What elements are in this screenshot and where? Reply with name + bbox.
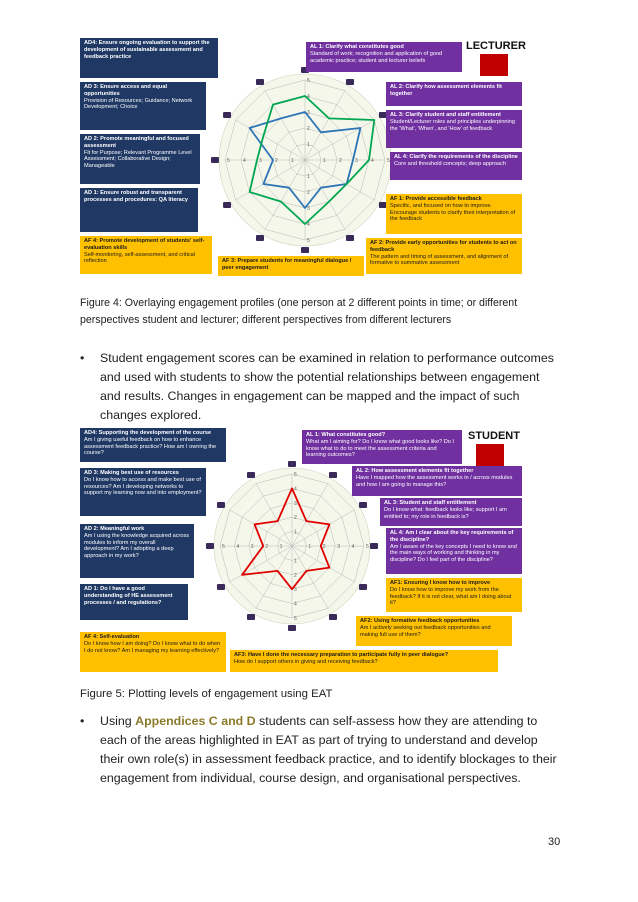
- box-ad3: [80, 468, 206, 516]
- radar-tick-label: 5: [387, 158, 390, 164]
- radar-tick-label: 4: [371, 158, 374, 164]
- radar-tick-label: 2: [307, 190, 310, 196]
- box-af4-title: AF 4: Promote development of students' self-evaluation skills: [84, 238, 205, 251]
- radar-axis-tab: [206, 543, 214, 549]
- radar-tick-label: 4: [294, 486, 297, 493]
- box-af1-title: AF 1: Provide accessible feedback: [390, 196, 482, 202]
- radar-tick-label: 1: [308, 544, 312, 550]
- box-al1-title: AL 1: Clarify what constitutes good: [310, 44, 404, 50]
- radar-tick-label: 3: [259, 158, 262, 164]
- radar-tick-label: 3: [294, 500, 297, 507]
- box-ad4-title: AD4: Ensure ongoing evaluation to support the development of sustainable assessment and feedback practice: [84, 40, 210, 60]
- radar-tick-label: 5: [307, 238, 310, 244]
- bullet-appendices-prefix: Using: [100, 714, 136, 728]
- box-af4-body: Do I know how I am doing? Do I know what to do when I do not know? Am I managing my learning effectively?: [84, 640, 221, 654]
- box-al3-body: Student/Lecturer roles and principles underpinning the 'What', 'When', and 'How' of feedback: [390, 118, 516, 132]
- radar-tick-label: 4: [307, 222, 310, 228]
- figure4-caption: Figure 4: Overlaying engagement profiles (one person at 2 different points in time; or different perspectives student and lecturer; different perspectives from different lecturers: [80, 297, 518, 326]
- box-al2-title: AL 2: Clarify how assessment elements fit together: [390, 84, 502, 97]
- radar-axis-tab: [217, 502, 225, 508]
- radar-tick-label: 4: [351, 544, 355, 550]
- box-al1-body: Standard of work; recognition and application of good academic practice; student and lecturer beliefs: [310, 50, 443, 64]
- figure5-caption: Figure 5: Plotting levels of engagement using EAT: [80, 688, 333, 700]
- role-label-student: STUDENT: [468, 430, 520, 442]
- radar-tick-label: 3: [307, 206, 310, 212]
- box-af3: [218, 256, 364, 276]
- radar-tick-label: 2: [294, 572, 297, 579]
- box-al3-body: Do I know what: feedback looks like; support I am entitled to; my role in feedback is?: [384, 506, 507, 520]
- box-af2-title: AF2: Using formative feedback opportunities: [360, 618, 480, 624]
- box-af1-title: AF1: Ensuring I know how to improve: [390, 580, 491, 586]
- radar-axis-tab: [346, 235, 354, 241]
- box-al3: [386, 110, 522, 148]
- box-af2-body: Am I actively seeking out feedback opportunities and making full use of them?: [360, 624, 491, 638]
- radar-axis-tab: [256, 79, 264, 85]
- radar-axis-tab: [346, 79, 354, 85]
- box-al4: [390, 152, 522, 180]
- radar-tick-label: 5: [294, 472, 297, 478]
- box-af3-title: AF 3: Prepare students for meaningful dialogue / peer engagement: [222, 258, 352, 271]
- figure-student: [80, 428, 522, 672]
- radar-tick-label: 5: [307, 78, 310, 84]
- radar-tick-label: 1: [294, 558, 297, 565]
- radar-axis-tab: [256, 235, 264, 241]
- eat-logo: [476, 444, 504, 466]
- box-al4-body: Am I aware of the key concepts I need to know and the main ways of working and thinking in my discipline? Do I feel part of the discipline?: [390, 543, 517, 564]
- appendices-link[interactable]: Appendices C and D: [135, 714, 256, 728]
- box-ad3-title: AD 3: Making best use of resources: [84, 470, 179, 476]
- box-af2-body: The pattern and timing of assessment, and alignment of formative to summative assessment: [370, 253, 509, 267]
- radar-tick-label: 4: [236, 544, 240, 550]
- radar-tick-label: 5: [366, 544, 369, 550]
- bullet-dot: •: [80, 351, 85, 365]
- box-af1-body: Do I know how to improve my work from the feedback? If it is not clear, what am I doing about it?: [390, 586, 512, 607]
- radar-tick-label: 5: [294, 616, 297, 622]
- radar-axis-tab: [370, 543, 378, 549]
- box-af2: [356, 616, 512, 646]
- radar-axis-tab: [359, 584, 367, 590]
- radar-tick-label: 2: [265, 544, 268, 550]
- radar-tick-label: 1: [307, 174, 310, 180]
- radar-tick-label: 2: [275, 158, 278, 164]
- radar-tick-label: 3: [250, 544, 254, 550]
- radar-tick-label: 1: [307, 142, 310, 148]
- box-af3-body: How do I support others in giving and receiving feedback?: [234, 658, 378, 665]
- radar-tick-label: 1: [323, 158, 326, 164]
- box-ad4: [80, 428, 226, 462]
- radar-axis-tab: [329, 472, 337, 478]
- radar-axis-tab: [217, 584, 225, 590]
- box-af4-body: Self-monitoring, self-assessment, and critical reflection: [84, 251, 195, 265]
- radar-tick-label: 3: [337, 544, 340, 550]
- radar-tick-label: 3: [355, 158, 358, 164]
- radar-tick-label: 1: [294, 529, 297, 536]
- radar-axis-tab: [223, 112, 231, 118]
- box-af4: [80, 632, 226, 672]
- box-ad2-body: Fit for Purpose; Relevant Programme Level Assessment; Collaborative Design; Manageable: [84, 149, 192, 170]
- box-ad1-title: AD 1: Do I have a good understanding of HE assessment processes / and regulations?: [84, 586, 173, 606]
- radar-axis-tab: [211, 157, 219, 163]
- box-al1: [302, 430, 462, 464]
- box-af1: [386, 578, 522, 612]
- box-al2: [386, 82, 522, 106]
- box-af1: [386, 194, 522, 234]
- figure-lecturer: [80, 38, 526, 276]
- role-label-lecturer: LECTURER: [466, 40, 526, 52]
- box-ad1: [80, 584, 188, 620]
- box-ad2-title: AD 2: Meaningful work: [84, 526, 145, 532]
- radar-axis-tab: [288, 461, 296, 467]
- box-al4: [386, 528, 522, 574]
- box-ad3-title: AD 3: Ensure access and equal opportunities: [84, 84, 168, 97]
- box-af3-title: AF3: Have I done the necessary preparation to participate fully in peer dialogue?: [234, 652, 449, 658]
- box-al1: [306, 42, 462, 72]
- radar-axis-tab: [288, 625, 296, 631]
- radar-tick-label: 5: [227, 158, 230, 164]
- box-af4-title: AF 4: Self-evaluation: [84, 634, 140, 640]
- box-ad2: [80, 134, 200, 184]
- box-ad4: [80, 38, 218, 78]
- box-ad1-title: AD 1: Ensure robust and transparent processes and procedures: QA literacy: [84, 190, 188, 203]
- radar-tick-label: 4: [294, 601, 297, 608]
- box-af2-title: AF 2: Provide early opportunities for students to act on feedback: [370, 240, 517, 253]
- box-al2-body: Have I mapped how the assessment works in / across modules and how I am going to manage this?: [356, 474, 513, 488]
- box-ad4-body: Am I giving useful feedback on how to enhance assessment feedback practice? How am I owning the course?: [84, 436, 217, 457]
- box-al4-body: Core and threshold concepts; deep approach: [394, 160, 506, 167]
- bullet-appendices-suffix: students can self-assess how they are attending to each of the areas highlighted in EAT as part of trying to understand and develop their own role(s) in assessment feedback practice, and to identify blockages to their engagement from individual, course design, and organisational perspectives.: [100, 714, 557, 785]
- radar-axis-tab: [247, 472, 255, 478]
- radar-tick-label: 2: [322, 544, 326, 550]
- box-af2: [366, 238, 522, 274]
- box-af1-body: Specific, and focused on how to improve. Encourage students to clarify their interpretation of the feedback: [390, 202, 515, 223]
- box-al3-title: AL 3: Clarify student and staff entitlement: [390, 112, 501, 118]
- box-al1-body: What am I aiming for? Do I know what good looks like? Do I know what to do to meet the assessment criteria and learning outcomes?: [306, 438, 454, 459]
- box-ad4-title: AD4: Supporting the development of the course: [84, 430, 212, 436]
- box-al2: [352, 466, 522, 496]
- eat-logo: [480, 54, 508, 76]
- radar-tick-label: 1: [291, 158, 294, 164]
- radar-axis-tab: [329, 614, 337, 620]
- radar-tick-label: 3: [294, 587, 297, 594]
- box-ad1: [80, 188, 198, 232]
- box-ad3: [80, 82, 206, 130]
- radar-axis-tab: [301, 247, 309, 253]
- radar-axis-tab: [247, 614, 255, 620]
- box-al4-title: AL 4: Clarify the requirements of the discipline: [394, 154, 518, 160]
- radar-tick-label: 1: [279, 544, 283, 550]
- box-ad3-body: Provision of Resources; Guidance; Network Development; Choice: [84, 97, 193, 111]
- box-af4: [80, 236, 212, 274]
- box-al3-title: AL 3: Student and staff entitlement: [384, 500, 477, 506]
- radar-tick-label: 4: [307, 94, 310, 100]
- box-ad2-title: AD 2: Promote meaningful and focused assessment: [84, 136, 189, 149]
- radar-tick-label: 2: [307, 126, 310, 132]
- box-al3: [380, 498, 522, 526]
- radar-tick-label: 2: [339, 158, 342, 164]
- radar-axis-tab: [223, 202, 231, 208]
- box-af3: [230, 650, 498, 672]
- box-ad3-body: Do I know how to access and make best use of resources? Am I developing networks to support my learning now and into employment?: [84, 476, 202, 497]
- radar-tick-label: 2: [294, 515, 297, 522]
- radar-tick-label: 4: [243, 158, 246, 164]
- box-ad2-body: Am I using the knowledge acquired across modules to inform my overall development? Am I adopting a deep approach in my work?: [84, 532, 190, 560]
- box-al1-title: AL 1: What constitutes good?: [306, 432, 386, 438]
- page-number: 30: [548, 836, 561, 848]
- bullet-engagement-text: Student engagement scores can be examined in relation to performance outcomes and used with students to show the potential relationships between engagement and results. Changes in engagement can be mapped and the impact of such changes explored.: [100, 351, 554, 422]
- radar-axis-tab: [359, 502, 367, 508]
- radar-tick-label: 3: [307, 110, 310, 116]
- box-al2-title: AL 2: How assessment elements fit together: [356, 468, 474, 474]
- box-ad2: [80, 524, 194, 578]
- bullet-dot: •: [80, 714, 85, 728]
- radar-tick-label: 5: [222, 544, 225, 550]
- box-al4-title: AL 4: Am I clear about the key requirements of the discipline?: [390, 530, 514, 543]
- bullet-appendices-text: [100, 712, 560, 788]
